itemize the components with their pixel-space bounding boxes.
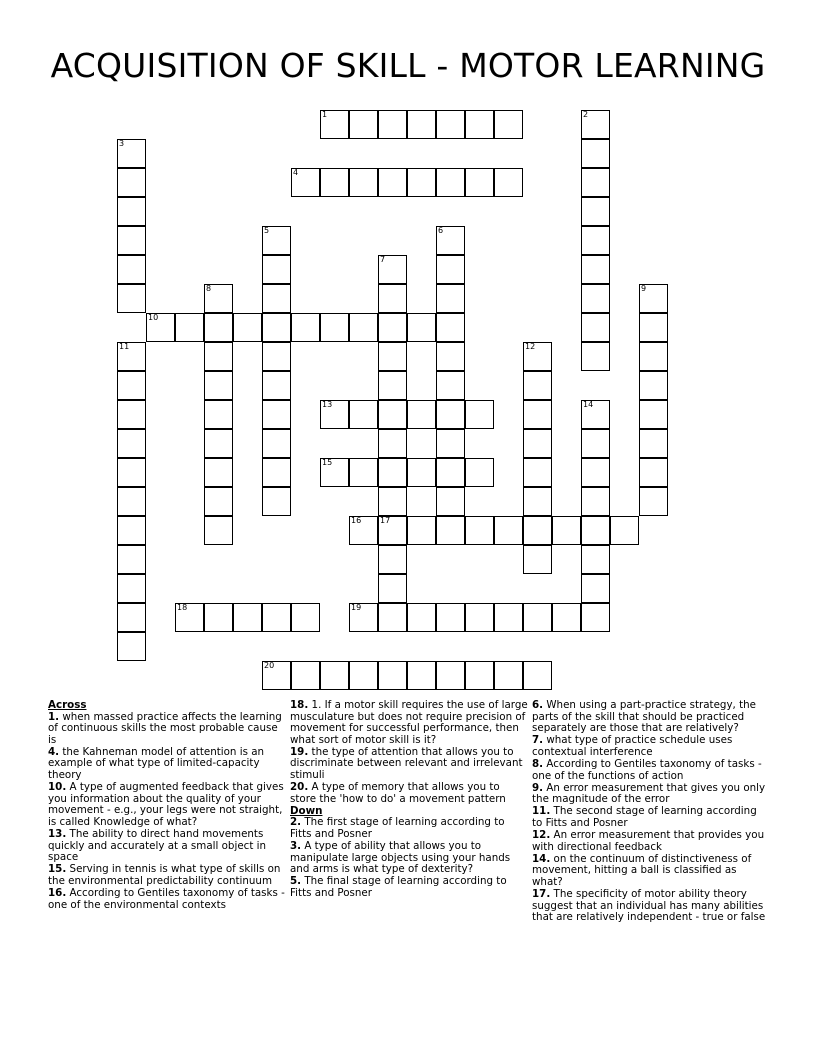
grid-cell[interactable] [494, 110, 523, 139]
cell-number: 9 [641, 284, 647, 293]
grid-cell[interactable] [639, 429, 668, 458]
grid-cell[interactable] [117, 400, 146, 429]
grid-cell[interactable] [436, 603, 465, 632]
grid-cell[interactable] [262, 284, 291, 313]
clue-down-3: 3. A type of ability that allows you to manipulate large objects using your hands and arms is what type of dexterity? [290, 840, 511, 876]
grid-cell[interactable] [117, 255, 146, 284]
grid-cell[interactable] [204, 371, 233, 400]
cell-number: 16 [351, 516, 362, 525]
grid-cell[interactable] [291, 168, 320, 197]
grid-cell[interactable] [639, 284, 668, 313]
clue-across-16: 16. According to Gentiles taxonomy of tasks - one of the environmental contexts [48, 887, 285, 911]
cell-number: 15 [322, 458, 333, 467]
grid-cell[interactable] [146, 313, 175, 342]
grid-cell[interactable] [407, 168, 436, 197]
clues-column-1 [48, 700, 286, 912]
grid-cell[interactable] [262, 487, 291, 516]
grid-cell[interactable] [407, 661, 436, 690]
grid-cell[interactable] [117, 574, 146, 603]
grid-cell[interactable] [378, 487, 407, 516]
grid-cell[interactable] [523, 661, 552, 690]
grid-cell[interactable] [175, 603, 204, 632]
grid-cell[interactable] [581, 255, 610, 284]
grid-cell[interactable] [581, 197, 610, 226]
grid-cell[interactable] [523, 487, 552, 516]
grid-cell[interactable] [523, 458, 552, 487]
grid-cell[interactable] [262, 400, 291, 429]
grid-cell[interactable] [349, 400, 378, 429]
grid-cell[interactable] [436, 661, 465, 690]
clue-down-2: 2. The first stage of learning according to Fitts and Posner [290, 816, 505, 841]
grid-cell[interactable] [523, 516, 552, 545]
grid-cell[interactable] [378, 458, 407, 487]
cell-number: 10 [148, 313, 159, 322]
grid-cell[interactable] [581, 458, 610, 487]
down-heading: Down [290, 804, 323, 817]
grid-cell[interactable] [320, 458, 349, 487]
puzzle-title: ACQUISITION OF SKILL - MOTOR LEARNING [50, 46, 766, 85]
grid-cell[interactable] [291, 603, 320, 632]
grid-cell[interactable] [378, 574, 407, 603]
grid-cell[interactable] [407, 458, 436, 487]
grid-cell[interactable] [465, 458, 494, 487]
grid-cell[interactable] [204, 284, 233, 313]
grid-cell[interactable] [436, 168, 465, 197]
grid-cell[interactable] [117, 226, 146, 255]
clue-across-4: 4. the Kahneman model of attention is an example of what type of limited-capacity theory [48, 745, 265, 782]
grid-cell[interactable] [320, 168, 349, 197]
clue-across-18: 18. 1. If a motor skill requires the use of large musculature but does not require precision of movement for successful performance, then what sort of motor skill is it? [290, 699, 528, 746]
grid-cell[interactable] [581, 226, 610, 255]
grid-cell[interactable] [204, 400, 233, 429]
grid-cell[interactable] [581, 139, 610, 168]
grid-cell[interactable] [117, 371, 146, 400]
grid-cell[interactable] [204, 313, 233, 342]
grid-cell[interactable] [523, 371, 552, 400]
clue-down-14: 14. on the continuum of distinctiveness of movement, hitting a ball is classified as what? [532, 852, 752, 888]
grid-cell[interactable] [465, 661, 494, 690]
grid-cell[interactable] [262, 603, 291, 632]
cell-number: 17 [380, 516, 391, 525]
grid-cell[interactable] [204, 342, 233, 371]
cell-number: 8 [206, 284, 212, 293]
grid-cell[interactable] [204, 516, 233, 545]
grid-cell[interactable] [639, 371, 668, 400]
clue-down-8: 8. According to Gentiles taxonomy of tasks - one of the functions of action [532, 757, 762, 782]
grid-cell[interactable] [639, 458, 668, 487]
cell-number: 13 [322, 400, 333, 409]
cell-number: 2 [583, 110, 589, 119]
grid-cell[interactable] [639, 342, 668, 371]
grid-cell[interactable] [581, 313, 610, 342]
grid-cell[interactable] [407, 516, 436, 545]
grid-cell[interactable] [262, 429, 291, 458]
grid-cell[interactable] [175, 313, 204, 342]
grid-cell[interactable] [262, 458, 291, 487]
clue-down-5: 5. The final stage of learning according to Fitts and Posner [290, 875, 507, 899]
grid-cell[interactable] [436, 429, 465, 458]
grid-cell[interactable] [117, 197, 146, 226]
grid-cell[interactable] [378, 313, 407, 342]
grid-cell[interactable] [117, 545, 146, 574]
grid-cell[interactable] [378, 661, 407, 690]
clue-across-20: 20. A type of memory that allows you to store the 'how to do' a movement pattern [290, 781, 506, 805]
cell-number: 12 [525, 342, 536, 351]
grid-cell[interactable] [349, 661, 378, 690]
grid-cell[interactable] [436, 458, 465, 487]
grid-cell[interactable] [581, 342, 610, 371]
grid-cell[interactable] [117, 632, 146, 661]
grid-cell[interactable] [349, 110, 378, 139]
grid-cell[interactable] [465, 110, 494, 139]
grid-cell[interactable] [494, 516, 523, 545]
grid-cell[interactable] [204, 458, 233, 487]
grid-cell[interactable] [262, 342, 291, 371]
grid-cell[interactable] [320, 400, 349, 429]
grid-cell[interactable] [436, 400, 465, 429]
grid-cell[interactable] [610, 516, 639, 545]
grid-cell[interactable] [378, 429, 407, 458]
cell-number: 6 [438, 226, 444, 235]
grid-cell[interactable] [494, 661, 523, 690]
grid-cell[interactable] [581, 168, 610, 197]
grid-cell[interactable] [262, 255, 291, 284]
grid-cell[interactable] [117, 487, 146, 516]
grid-cell[interactable] [233, 313, 262, 342]
grid-cell[interactable] [204, 429, 233, 458]
grid-cell[interactable] [552, 603, 581, 632]
grid-cell[interactable] [378, 284, 407, 313]
cell-number: 7 [380, 255, 386, 264]
grid-cell[interactable] [320, 313, 349, 342]
grid-cell[interactable] [465, 400, 494, 429]
grid-cell[interactable] [581, 429, 610, 458]
grid-cell[interactable] [117, 284, 146, 313]
clue-down-6: 6. When using a part-practice strategy, the parts of the skill that should be practiced separately are those that are relatively? [532, 699, 757, 735]
grid-cell[interactable] [117, 168, 146, 197]
clue-across-13: 13. The ability to direct hand movements quickly and accurately at a small object in space [48, 828, 267, 864]
grid-cell[interactable] [494, 603, 523, 632]
grid-cell[interactable] [262, 313, 291, 342]
grid-cell[interactable] [581, 487, 610, 516]
grid-cell[interactable] [117, 458, 146, 487]
cell-number: 11 [119, 342, 130, 351]
clues-column-3 [532, 700, 770, 924]
grid-cell[interactable] [639, 313, 668, 342]
across-heading: Across [48, 699, 87, 711]
grid-cell[interactable] [639, 400, 668, 429]
grid-cell[interactable] [523, 545, 552, 574]
clue-down-7: 7. what type of practice schedule uses contextual interference [532, 734, 733, 758]
clue-across-19: 19. the type of attention that allows you to discriminate between relevant and irrelevant stimuli [290, 745, 523, 782]
grid-cell[interactable] [465, 516, 494, 545]
grid-cell[interactable] [407, 110, 436, 139]
grid-cell[interactable] [523, 342, 552, 371]
grid-cell[interactable] [378, 168, 407, 197]
cell-number: 3 [119, 139, 125, 148]
grid-cell[interactable] [639, 487, 668, 516]
grid-cell[interactable] [581, 284, 610, 313]
grid-cell[interactable] [320, 110, 349, 139]
grid-cell[interactable] [436, 110, 465, 139]
grid-cell[interactable] [407, 400, 436, 429]
grid-cell[interactable] [349, 168, 378, 197]
grid-cell[interactable] [378, 371, 407, 400]
cell-number: 19 [351, 603, 362, 612]
grid-cell[interactable] [523, 400, 552, 429]
grid-cell[interactable] [349, 516, 378, 545]
grid-cell[interactable] [378, 603, 407, 632]
grid-cell[interactable] [349, 458, 378, 487]
grid-cell[interactable] [581, 110, 610, 139]
grid-cell[interactable] [581, 603, 610, 632]
grid-cell[interactable] [349, 313, 378, 342]
grid-cell[interactable] [436, 516, 465, 545]
grid-cell[interactable] [523, 429, 552, 458]
cell-number: 20 [264, 661, 275, 670]
clue-across-10: 10. A type of augmented feedback that gives you information about the quality of your movement - e.g., your legs were not straight, is called Knowledge of what? [48, 781, 284, 828]
clue-down-9: 9. An error measurement that gives you only the magnitude of the error [532, 781, 766, 806]
grid-cell[interactable] [117, 516, 146, 545]
cell-number: 4 [293, 168, 299, 177]
clue-down-17: 17. The specificity of motor ability theory suggest that an individual has many abilities that are relatively independent - true or false [532, 888, 766, 924]
grid-cell[interactable] [262, 661, 291, 690]
grid-cell[interactable] [407, 313, 436, 342]
grid-cell[interactable] [523, 603, 552, 632]
grid-cell[interactable] [436, 284, 465, 313]
grid-cell[interactable] [407, 603, 436, 632]
grid-cell[interactable] [436, 487, 465, 516]
grid-cell[interactable] [494, 168, 523, 197]
grid-cell[interactable] [378, 516, 407, 545]
grid-cell[interactable] [117, 342, 146, 371]
grid-cell[interactable] [465, 168, 494, 197]
grid-cell[interactable] [552, 516, 581, 545]
grid-cell[interactable] [291, 661, 320, 690]
grid-cell[interactable] [465, 603, 494, 632]
clue-down-11: 11. The second stage of learning according to Fitts and Posner [532, 805, 757, 829]
grid-cell[interactable] [378, 255, 407, 284]
cell-number: 5 [264, 226, 270, 235]
grid-cell[interactable] [581, 400, 610, 429]
grid-cell[interactable] [262, 371, 291, 400]
grid-cell[interactable] [436, 313, 465, 342]
grid-cell[interactable] [581, 574, 610, 603]
clue-across-15: 15. Serving in tennis is what type of skills on the environmental predictability continuum [48, 863, 281, 887]
cell-number: 14 [583, 400, 594, 409]
clue-down-12: 12. An error measurement that provides you with directional feedback [532, 829, 765, 853]
grid-cell[interactable] [378, 110, 407, 139]
clues-column-2 [290, 700, 528, 900]
grid-cell[interactable] [581, 516, 610, 545]
grid-cell[interactable] [378, 400, 407, 429]
grid-cell[interactable] [378, 342, 407, 371]
grid-cell[interactable] [204, 603, 233, 632]
grid-cell[interactable] [436, 255, 465, 284]
grid-cell[interactable] [581, 545, 610, 574]
grid-cell[interactable] [436, 342, 465, 371]
grid-cell[interactable] [436, 371, 465, 400]
grid-cell[interactable] [349, 603, 378, 632]
clue-across-1: 1. when massed practice affects the learning of continuous skills the most probable cause is [48, 710, 282, 746]
cell-number: 1 [322, 110, 328, 119]
cell-number: 18 [177, 603, 188, 612]
grid-cell[interactable] [436, 226, 465, 255]
grid-cell[interactable] [117, 603, 146, 632]
grid-cell[interactable] [204, 487, 233, 516]
grid-cell[interactable] [233, 603, 262, 632]
grid-cell[interactable] [262, 226, 291, 255]
grid-cell[interactable] [291, 313, 320, 342]
grid-cell[interactable] [378, 545, 407, 574]
grid-cell[interactable] [117, 429, 146, 458]
grid-cell[interactable] [320, 661, 349, 690]
grid-cell[interactable] [117, 139, 146, 168]
